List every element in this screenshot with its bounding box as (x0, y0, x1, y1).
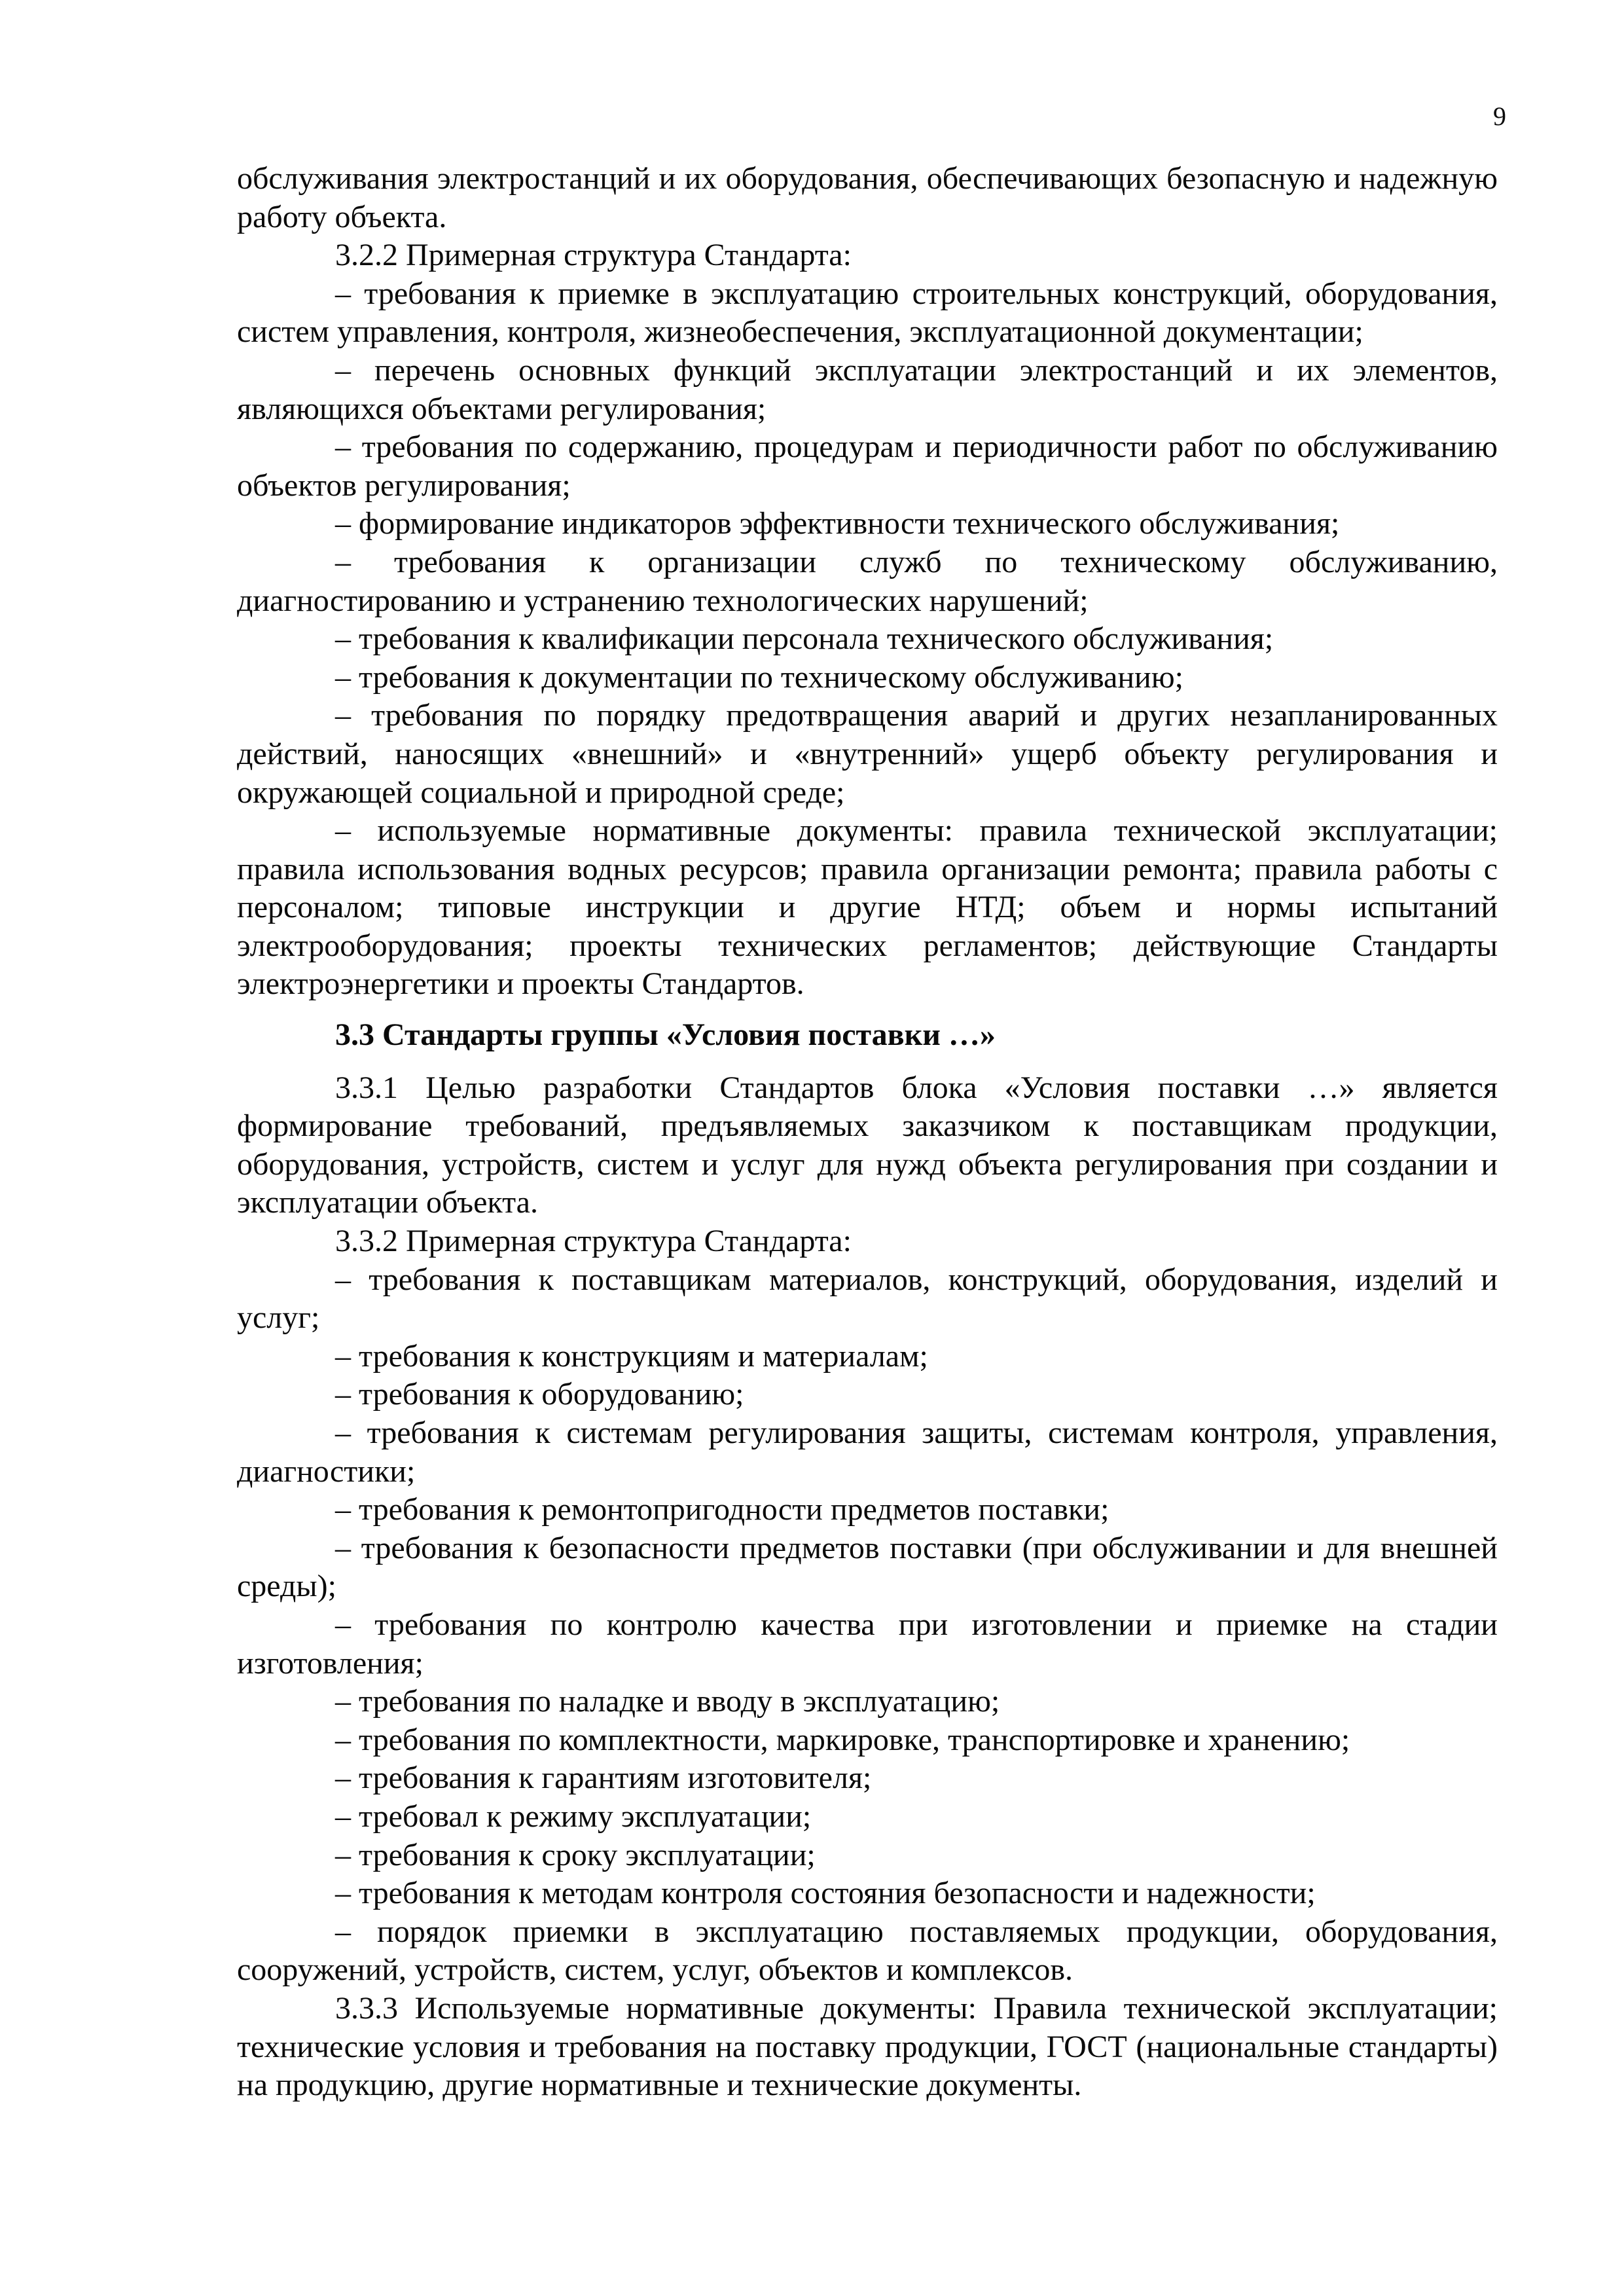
paragraph-3-3-1: 3.3.1 Целью разработки Стандартов блока «Условия поставки …» является формирование требований, предъявляемых заказчиком к поставщикам продукции, оборудования, устройств, систем и услуг для нужд объекта регулирования при создании и эксплуатации объекта. (237, 1070, 1498, 1220)
list-item: – требования к документации по техническому обслуживанию; (335, 659, 1183, 695)
list-item: – используемые нормативные документы: правила технической эксплуатации; правила использования водных ресурсов; правила организации ремонта; правила работы с персоналом; типовые инструкции и другие НТД; объем и нормы испытаний электрооборудования; проекты технических регламентов; действующие Стандарты электроэнергетики и проекты Стандартов. (237, 813, 1498, 1002)
list-item: – требования по порядку предотвращения аварий и других незапланированных действий, наносящих «внешний» и «внутренний» ущерб объекту регулирования и окружающей социальной и природной среде; (237, 698, 1498, 810)
list-item: – порядок приемки в эксплуатацию поставляемых продукции, оборудования, сооружений, устройств, систем, услуг, объектов и комплексов. (237, 1914, 1498, 1988)
list-item: – требования к методам контроля состояния безопасности и надежности; (335, 1876, 1316, 1911)
list-item: – перечень основных функций эксплуатации электростанций и их элементов, являющихся объектами регулирования; (237, 352, 1498, 426)
list-item: – требования к конструкциям и материалам; (335, 1338, 928, 1374)
list-item: – требования по наладке и вводу в эксплуатацию; (335, 1684, 1000, 1719)
list-item: – требования к системам регулирования защиты, системам контроля, управления, диагностики; (237, 1415, 1498, 1489)
list-item: – требовал к режиму эксплуатации; (335, 1798, 812, 1834)
paragraph-continuation: обслуживания электростанций и их оборудования, обеспечивающих безопасную и надежную работу объекта. (237, 161, 1498, 234)
list-item: – требования к оборудованию; (335, 1377, 744, 1412)
page-number: 9 (1493, 101, 1506, 131)
list-item: – формирование индикаторов эффективности технического обслуживания; (335, 506, 1340, 541)
paragraph-3-3-3: 3.3.3 Используемые нормативные документы: Правила технической эксплуатации; технические условия и требования на поставку продукции, ГОСТ (национальные стандарты) на продукцию, другие нормативные и технические документы. (237, 1990, 1498, 2103)
list-item: – требования к гарантиям изготовителя; (335, 1760, 872, 1796)
list-item: – требования по содержанию, процедурам и периодичности работ по обслуживанию объектов регулирования; (237, 429, 1498, 503)
list-item: – требования к приемке в эксплуатацию строительных конструкций, оборудования, систем управления, контроля, жизнеобеспечения, эксплуатационной документации; (237, 276, 1498, 350)
section-heading-3-3: 3.3 Стандарты группы «Условия поставки …» (335, 1017, 996, 1053)
list-item: – требования к безопасности предметов поставки (при обслуживании и для внешней среды); (237, 1530, 1498, 1604)
structure-title-3-2-2: 3.2.2 Примерная структура Стандарта: (335, 238, 852, 273)
list-item: – требования по контролю качества при изготовлении и приемке на стадии изготовления; (237, 1607, 1498, 1681)
list-item: – требования к организации служб по техническому обслуживанию, диагностированию и устранению технологических нарушений; (237, 544, 1498, 618)
list-item: – требования к ремонтопригодности предметов поставки; (335, 1492, 1110, 1527)
list-item: – требования к поставщикам материалов, конструкций, оборудования, изделий и услуг; (237, 1262, 1498, 1336)
list-item: – требования к квалификации персонала технического обслуживания; (335, 621, 1274, 657)
list-item: – требования по комплектности, маркировке, транспортировке и хранению; (335, 1722, 1350, 1757)
list-item: – требования к сроку эксплуатации; (335, 1837, 816, 1872)
page-body (237, 160, 1498, 2105)
structure-title-3-3-2: 3.3.2 Примерная структура Стандарта: (335, 1224, 852, 1259)
